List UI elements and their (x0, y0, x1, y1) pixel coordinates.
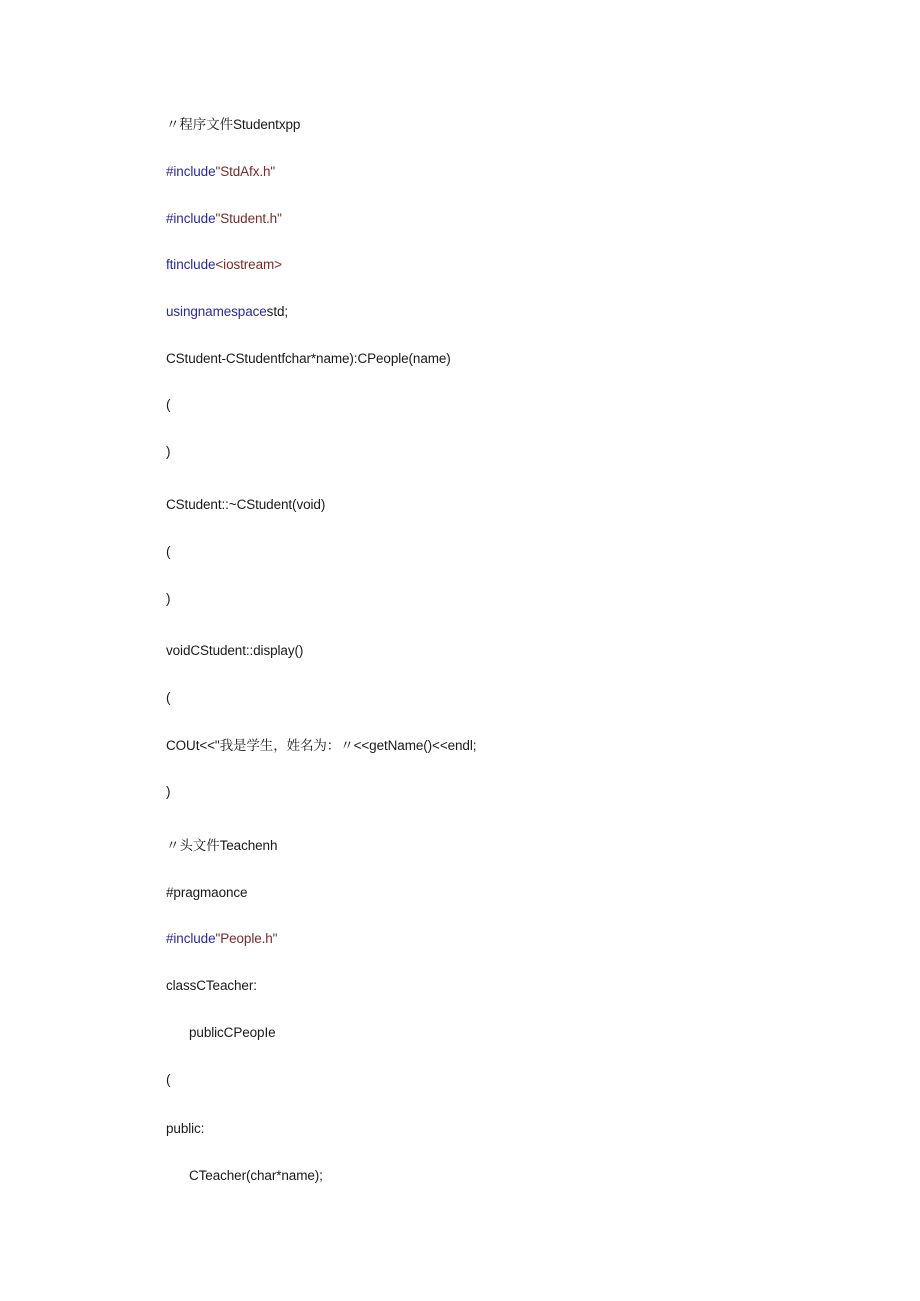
keyword-include: ftinclude (166, 257, 216, 272)
code-line: ) (166, 784, 171, 799)
code-line: ) (166, 444, 171, 459)
include-argument: <iostream> (215, 257, 282, 272)
code-line: #pragmaonce (166, 885, 248, 900)
code-line-indented: CTeacher(char*name); (189, 1168, 323, 1183)
code-line-include (166, 210, 282, 228)
keyword-include: #include (166, 211, 216, 226)
code-line: ( (166, 397, 171, 412)
code-line: CStudent::~CStudent(void) (166, 497, 326, 512)
include-argument: "People.h" (215, 931, 278, 946)
code-line: ) (166, 591, 171, 606)
code-line: COUt<<"我是学生，姓名为：〃<<getName()<<endl; (166, 738, 477, 753)
code-line-include (166, 163, 275, 181)
code-line-using (166, 303, 288, 321)
code-line: ( (166, 1072, 171, 1087)
code-line: CStudent-CStudentfchar*name):CPeople(name) (166, 351, 451, 366)
keyword-include: #include (166, 164, 216, 179)
code-line-comment: 〃头文件Teachenh (166, 838, 278, 853)
code-line: public: (166, 1121, 205, 1136)
using-target: std; (266, 304, 289, 319)
include-argument: "Student.h" (215, 211, 282, 226)
code-line: ( (166, 544, 171, 559)
include-argument: "StdAfx.h" (215, 164, 276, 179)
code-line-include (166, 930, 277, 948)
code-line: ( (166, 690, 171, 705)
code-line-indented: publicCPeopIe (189, 1025, 276, 1040)
keyword-using: usingnamespace (166, 304, 267, 319)
code-line: classCTeacher: (166, 978, 257, 993)
code-line-include (166, 256, 282, 274)
keyword-include: #include (166, 931, 216, 946)
code-line: voidCStudent::display() (166, 643, 304, 658)
code-line-comment: 〃程序文件Studentxpp (166, 117, 301, 132)
